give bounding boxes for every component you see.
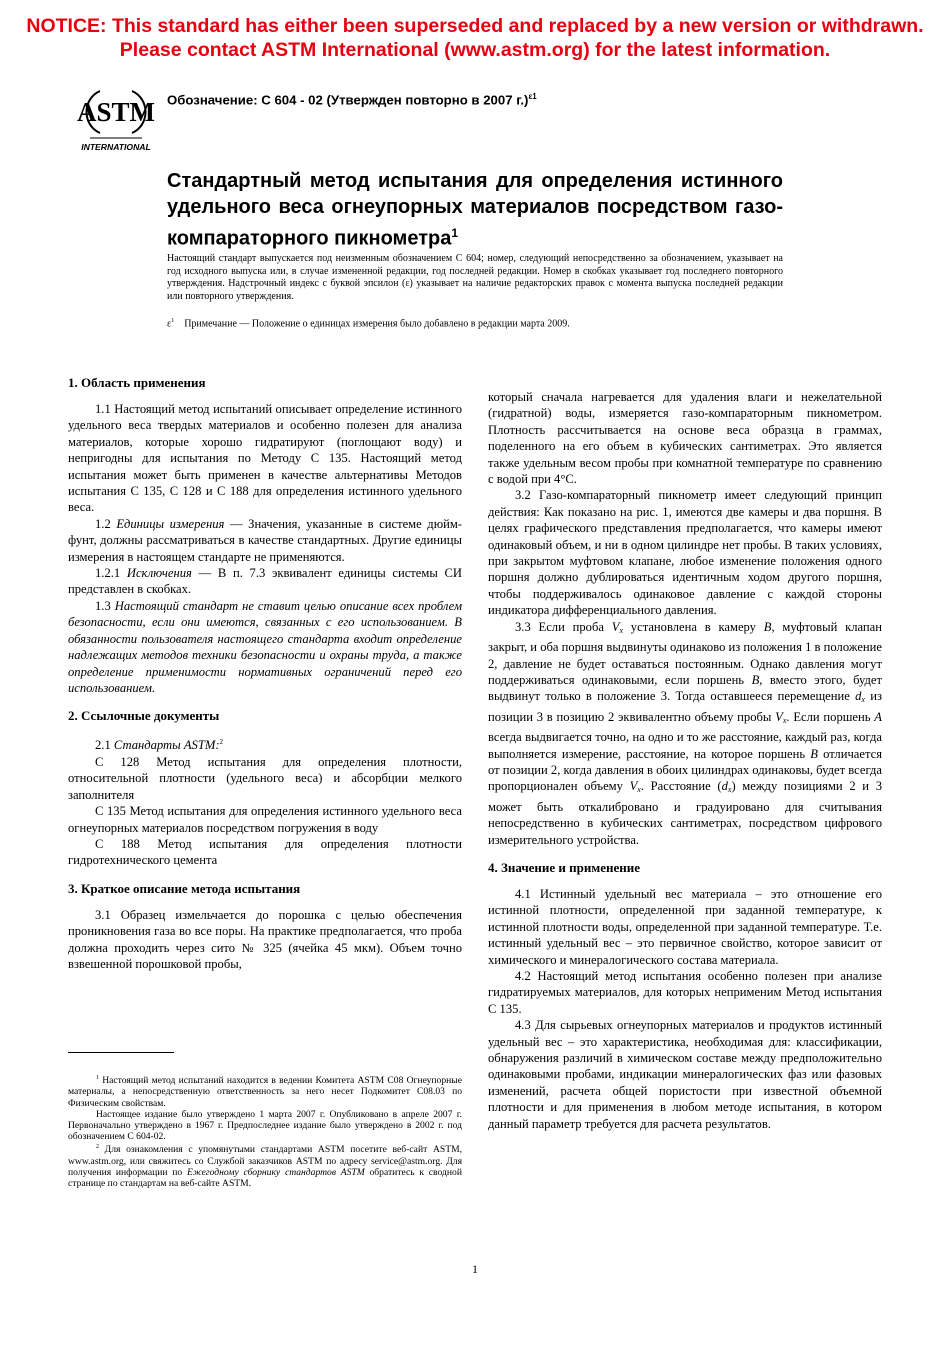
para-3-1: 3.1 Образец измельчается до порошка с целью обеспечения проникновения газа во все поры. На практике предполагается, что проба должна проходить через сито № 325 (ячейка 45 мкм). Объем точно взвешенной порошковой пробы, bbox=[68, 907, 462, 971]
para-1-2-1-em: Исключения bbox=[126, 566, 192, 581]
designation bbox=[167, 92, 537, 107]
p33-i: . Расстояние ( bbox=[640, 779, 722, 794]
para-1-2-em: Единицы измерения bbox=[116, 516, 225, 531]
p33-f: . Если поршень bbox=[786, 709, 875, 724]
para-4-2: 4.2 Настоящий метод испытания особенно полезен при анализе гидратируемых материалов, для которых неприменим Метод испытания C 135. bbox=[488, 969, 882, 1016]
var-b: B bbox=[810, 746, 818, 761]
notice-banner bbox=[0, 14, 950, 62]
var-x: x bbox=[619, 625, 624, 635]
para-1-1: 1.1 Настоящий метод испытаний описывает определение истинного удельного веса твердых материалов и особенно полезен для анализа материалов, которые хорошо гидратируют (поглощают воду) и непригодны для испытания по Методу C 135. Настоящий метод испытания может быть применен в качестве альтернативы Методов испытания C 135, C 128 и C 188 для определения истинного удельного веса. bbox=[68, 402, 462, 515]
para-1-2-num: 1.2 bbox=[95, 516, 117, 531]
var-b: B bbox=[763, 619, 772, 634]
var-v: V bbox=[775, 709, 783, 724]
para-2-1 bbox=[68, 734, 462, 754]
var-x: x bbox=[637, 785, 641, 795]
footnote-1-mark: 1 bbox=[96, 1075, 99, 1081]
var-x: x bbox=[861, 695, 865, 705]
var-v: V bbox=[611, 619, 620, 634]
para-4-1: 4.1 Истинный удельный вес материала – это отношение его истинной плотности, определенной при заданной температуре, к истинной плотности воды, определенной при заданной температуре. Т.е. истинный удельный вес – это первичное свойство, которое зависит от химического и минералогического состава материала. bbox=[488, 886, 882, 967]
ref-c135: C 135 Метод испытания для определения истинного удельного веса огнеупорных материалов посредством погружения в воду bbox=[68, 804, 462, 835]
title-text: Стандартный метод испытания для определения истинного удельного веса огнеупорных материалов посредством газо-компараторного пикнометра bbox=[167, 170, 783, 250]
logo-caption: INTERNATIONAL bbox=[81, 142, 151, 152]
footnote-1 bbox=[68, 1073, 462, 1109]
astm-logo bbox=[76, 85, 156, 157]
para-1-3 bbox=[68, 598, 462, 696]
var-b: B bbox=[751, 672, 760, 687]
footnote-2-text-a: Для ознакомления с упомянутыми стандартами ASTM посетите веб-сайт ASTM, www.astm.org, или свяжитесь со Службой заказчиков ASTM по адресу service@astm.org. Для получения информации по bbox=[68, 1144, 462, 1178]
eps-sup: 1 bbox=[171, 318, 175, 324]
section-3-title: 3. Краткое описание метода испытания bbox=[68, 880, 301, 896]
section-2-title: 2. Ссылочные документы bbox=[68, 708, 220, 724]
p33-h: отличается от позиции 2, когда давления в обоих цилиндрах одинаковы, будет всегда пропорционален объему bbox=[488, 746, 883, 794]
p33-c: , муфтовый клапан закрыт, и оба поршня выдвинуты одинаково из положения 1 в положение 2, давление не будет оставаться постоянным. Однако давления могут поддерживаться одинаковыми, если поршень bbox=[488, 619, 882, 687]
left-column bbox=[68, 375, 462, 972]
para-1-3-num: 1.3 bbox=[95, 598, 115, 613]
p33-a: 3.3 Если проба bbox=[515, 619, 612, 634]
p33-d: , вместо этого, будет выдвинут только в положение 3. Тогда оставшееся перемещение bbox=[488, 672, 883, 704]
footnote-2 bbox=[68, 1142, 462, 1189]
ref-c188: C 188 Метод испытания для определения плотности гидротехнического цемента bbox=[68, 836, 462, 868]
document-title bbox=[167, 168, 783, 252]
var-x: x bbox=[782, 715, 787, 725]
para-1-3-em: Настоящий стандарт не ставит целью описание всех проблем безопасности, если они имеются, связанных с его использованием. В обязанности пользователя настоящего стандарта входит определение надлежащих методов техники безопасности и охраны труда, а также определение применимости нормативных ограничений перед его использованием. bbox=[68, 598, 462, 695]
para-1-2-1 bbox=[68, 565, 462, 598]
designation-text: Обозначение: C 604 - 02 (Утвержден повторно в 2007 г.) bbox=[167, 92, 529, 108]
designation-sup: ε1 bbox=[528, 92, 537, 101]
p33-j: ) между позициями 2 и 3 может быть откалибровано и градуировано для считывания непосредственно в кубических сантиметрах, посредством цифрового измерительного устройства. bbox=[488, 779, 882, 847]
var-d: d bbox=[855, 689, 862, 704]
notice-line-1: NOTICE: This standard has either been superseded and replaced by a new version or withdrawn. bbox=[26, 15, 924, 37]
para-3-3 bbox=[488, 619, 882, 848]
para-2-1-em: Стандарты ASTM: bbox=[113, 738, 220, 753]
epsilon-note bbox=[167, 315, 783, 330]
footnote-2-em: Ежегодному сборнику стандартов ASTM bbox=[186, 1167, 365, 1178]
notice-line-2: Please contact ASTM International (www.astm.org) for the latest information. bbox=[119, 39, 831, 61]
right-column bbox=[488, 389, 882, 1132]
title-footnote-mark: 1 bbox=[451, 226, 459, 240]
para-2-1-num: 2.1 bbox=[95, 738, 114, 753]
footnote-2-text-b: обратитесь к сводной странице по стандартам на веб-сайте ASTM. bbox=[68, 1167, 462, 1190]
ref-c128: C 128 Метод испытания для определения плотности, относительной плотности (удельного веса) и абсорбции мелкого заполнителя bbox=[68, 754, 462, 802]
p33-b: установлена в камеру bbox=[623, 619, 764, 634]
para-1-2-1-num: 1.2.1 bbox=[95, 566, 127, 581]
standard-intro: Настоящий стандарт выпускается под неизменным обозначением C 604; номер, следующий непосредственно за обозначением, указывает на год исходного выпуска или, в случае измененной редакции, год последней редакции. Номер в скобках указывает год последнего повторного утверждения. Надстрочный индекс с буквой эпсилон (ε) указывает на наличие редакторских правок с момента выпуска последней редакции или повторного утверждения. bbox=[167, 253, 783, 302]
eps-note-text: Примечание — Положение о единицах измерения было добавлено в редакции марта 2009. bbox=[184, 318, 570, 330]
footnote-2-mark: 2 bbox=[96, 1144, 99, 1151]
var-v: V bbox=[629, 779, 638, 794]
eps-mark: ε bbox=[167, 318, 172, 330]
para-1-2 bbox=[68, 516, 462, 565]
para-1-2-1-text: — В п. 7.3 эквивалент единицы системы СИ представлен в скобках. bbox=[68, 566, 462, 597]
para-3-1-continued: который сначала нагревается для удаления влаги и нежелательной (гидратной) воды, измеряется газо-компараторным пикнометром. Плотность рассчитывается на основе веса образца в граммах, поделенного на его объем в кубических сантиметрах. Это является также удельным весом пробы при комнатной температуре по сравнению с водой при 4°C. bbox=[488, 390, 882, 487]
logo-astm-text: ASTM bbox=[76, 97, 156, 127]
footnotes bbox=[68, 1073, 462, 1189]
para-4-3: 4.3 Для сырьевых огнеупорных материалов и продуктов истинный удельный вес – это характеристика, необходимая для: классификации, обнаружения различий в химическом составе между предположительно одинаковыми пробами, индикации минералогических фаз или фазовых изменений, расчета общей пористости при известной объемной плотности и для применения в любом методе испытания, в котором данный параметр требуется для расчета результатов. bbox=[488, 1018, 882, 1131]
var-x: x bbox=[727, 785, 732, 795]
section-1-title: 1. Область применения bbox=[68, 375, 206, 390]
page-number: 1 bbox=[472, 1262, 478, 1276]
p33-g: всегда выдвигается точно, на одно и то же расстояние, каждый раз, когда выполняется измерение, расстояние, на которое поршень bbox=[488, 730, 882, 761]
para-2-1-sup: 2 bbox=[219, 738, 224, 747]
footnote-1-text: Настоящий метод испытаний находится в ведении Комитета ASTM C08 Огнеупорные материалы, а непосредственную ответственность за него несет Подкомитет C08.03 по Физическим свойствам. bbox=[68, 1075, 462, 1109]
footnote-divider bbox=[68, 1052, 174, 1053]
p33-e: из позиции 3 в позицию 2 эквивалентно объему пробы bbox=[488, 689, 882, 724]
footnote-1b: Настоящее издание было утверждено 1 марта 2007 г. Опубликовано в апреле 2007 г. Первоначально утверждено в 1967 г. Предпоследнее издание было утверждено в 2002 г. под обозначением C 604-02. bbox=[68, 1108, 462, 1143]
var-a: A bbox=[874, 709, 882, 724]
section-4-title: 4. Значение и применение bbox=[488, 859, 641, 875]
para-1-2-text: — Значения, указанные в системе дюйм-фунт, должны рассматриваться в качестве стандартных. Другие единицы измерения в настоящем стандарте не применяются. bbox=[68, 516, 463, 564]
var-d: d bbox=[721, 779, 728, 794]
para-3-2: 3.2 Газо-компараторный пикнометр имеет следующий принцип действия: Как показано на рис. 1, имеются две камеры и два поршня. В целях графического представления предполагается, что камеры имеют одинаковый объем, и ни в одном цилиндре нет пробы. В таких условиях, при закрытом муфтовом клапане, любое изменение положения одного поршня должно дублироваться идентичным ходом другого поршня, чтобы поддерживалось одинаковое давление с каждой стороны индикатора дифференциального давления. bbox=[488, 488, 882, 618]
